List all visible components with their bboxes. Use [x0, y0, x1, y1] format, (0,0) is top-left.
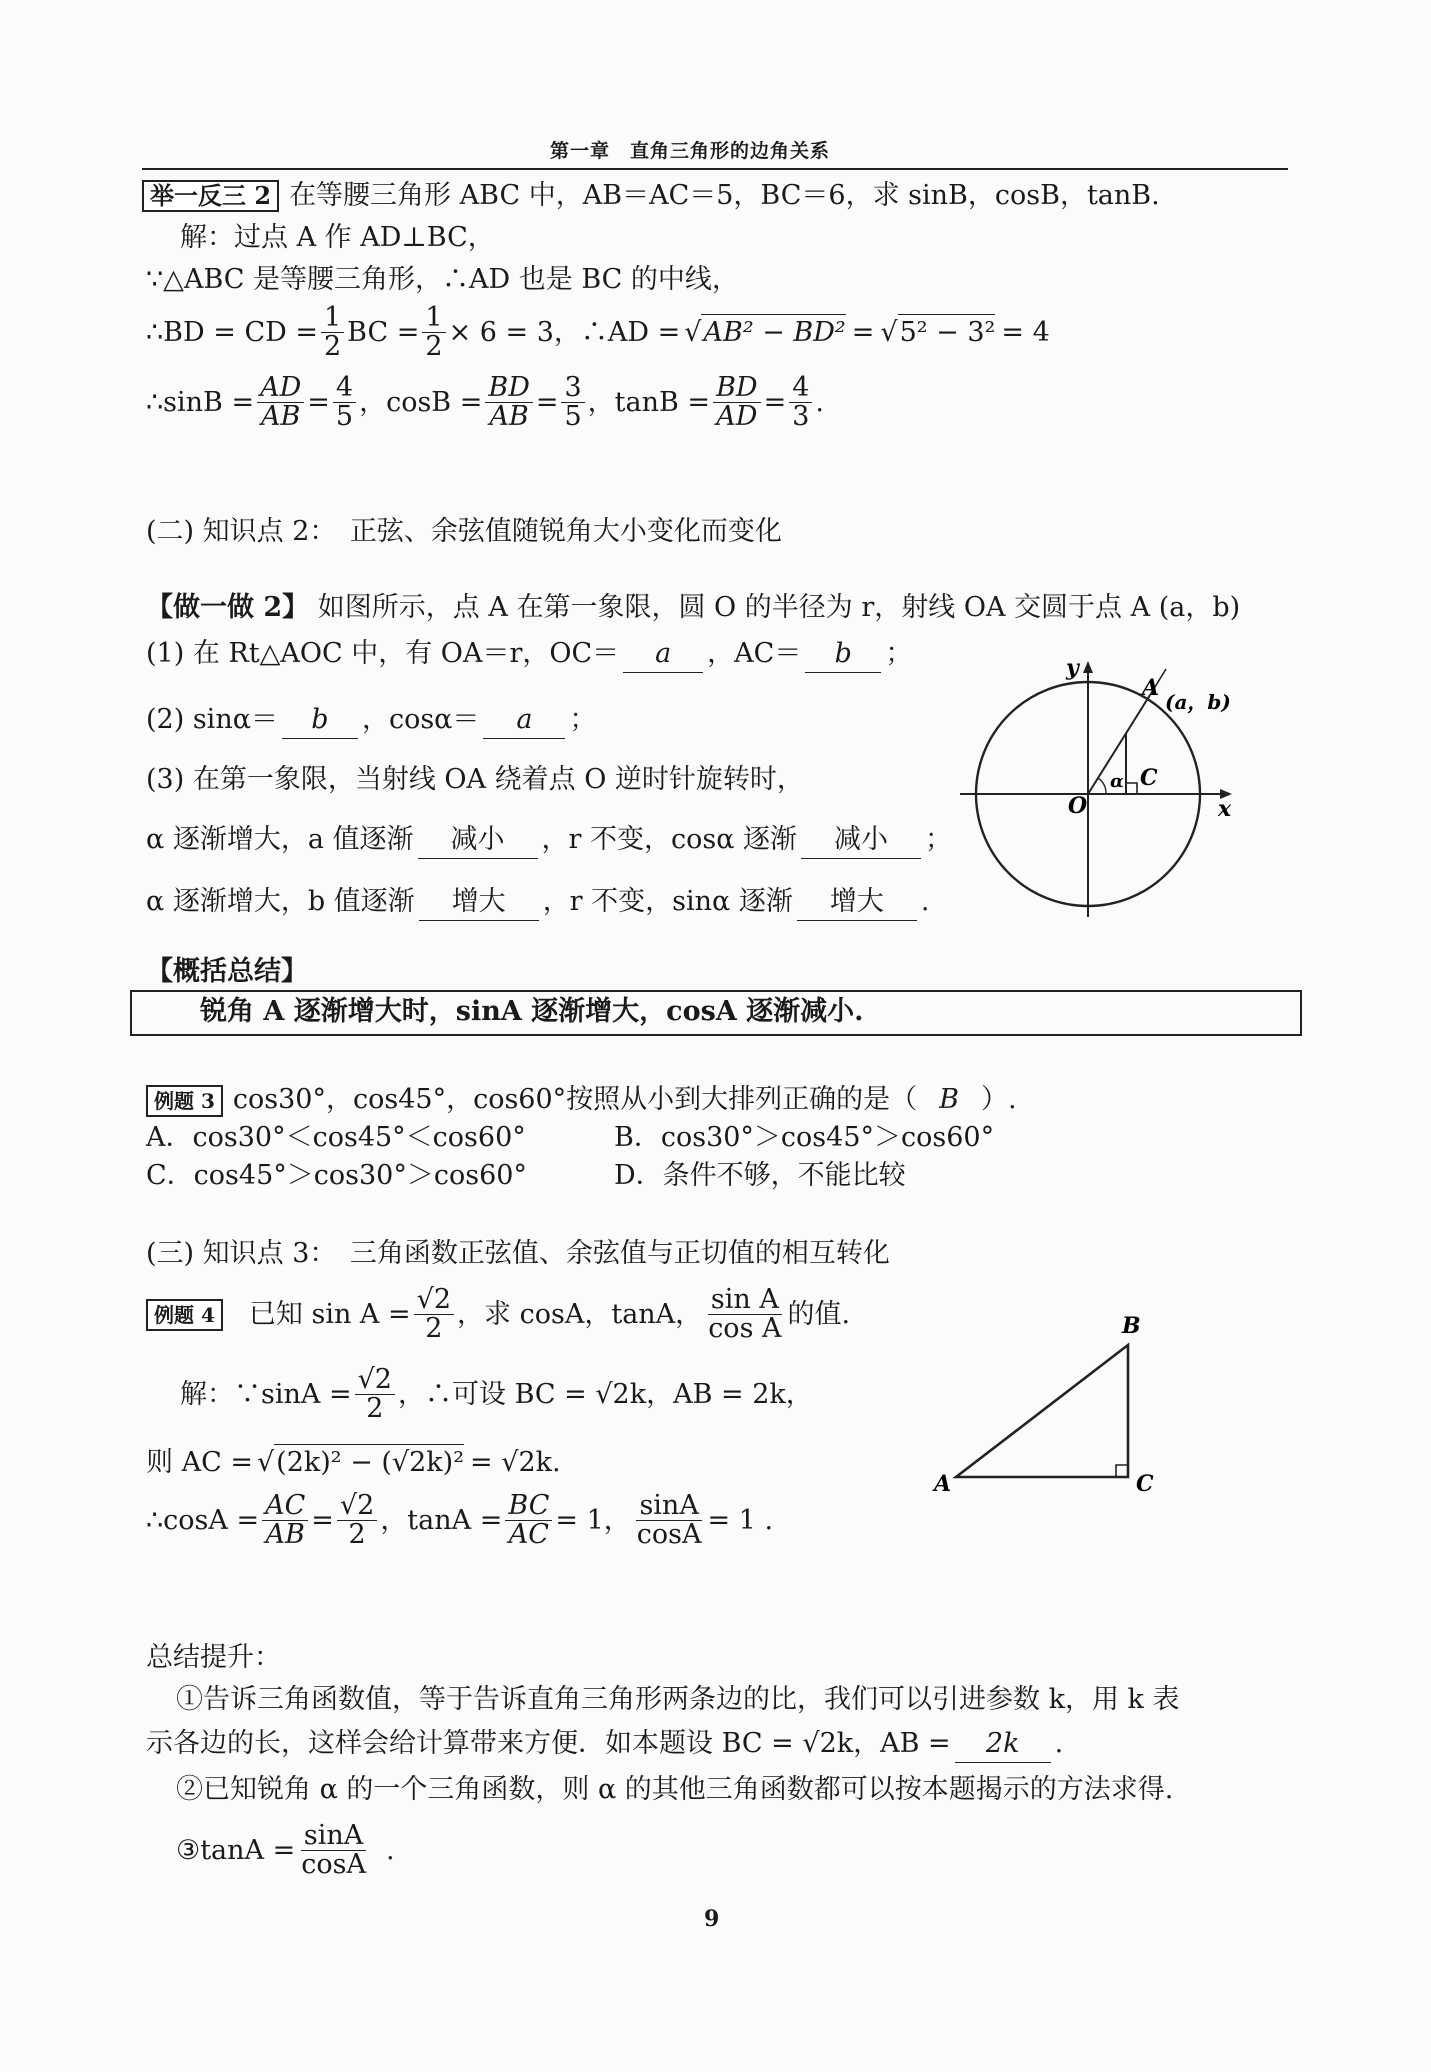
ex3-option-b: B．cos30°＞cos45°＞cos60° [614, 1122, 995, 1153]
conclusion-p3-frac: $\frac{\sin A}{\cos A}$ [301, 1820, 366, 1881]
conclusion-blank: 2k [955, 1726, 1051, 1763]
ex2-l3-sqrt2: 5² − 3² [898, 314, 996, 351]
doit2-intro-line [146, 590, 1240, 626]
ex2-solution-line3: ∴BD = CD = $\frac{1}{2}$ BC = $\frac{1}{2}$ × 6 = 3，∴AD = √ AB² − BD² = √ 5² − 3² = 4 [146, 302, 1050, 363]
doit2-q4-blank1: 减小 [418, 822, 538, 859]
doit2-q1-blank1: a [623, 636, 703, 673]
label-o: O [1068, 793, 1088, 819]
ex3-question-line: 例题 3 cos30°，cos45°，cos60°按照从小到大排列正确的是（ B ）. [146, 1082, 1017, 1118]
ex3-option-a: A．cos30°＜cos45°＜cos60° [146, 1122, 526, 1153]
triangle-right-angle [1116, 1465, 1128, 1477]
ex4-q-frac1: $\frac{√2}{2}$ [414, 1286, 454, 1344]
ex4-solution-line1: 解：∵sinA = $\frac{√2}{2}$ ，∴可设 BC = √2k，AB = 2k， [180, 1364, 813, 1425]
right-angle-mark [1126, 783, 1137, 794]
kp3-title: (三) 知识点 3： 三角函数正弦值、余弦值与正切值的相互转化 [146, 1238, 890, 1269]
tri-label-c: C [1136, 1471, 1154, 1497]
angle-arc [1098, 778, 1106, 794]
doit2-q2-blank2: a [483, 702, 565, 739]
ex4-s3-frac4: $\frac{\sin A}{\cos A}$ [636, 1490, 702, 1551]
ex2-l4-eq3: = [763, 386, 787, 418]
label-c: C [1140, 765, 1158, 791]
summary-title: 【概括总结】 [146, 956, 308, 987]
doit2-q2: (2) sinα＝ b ，cosα＝ a ； [146, 702, 596, 739]
label-y: y [1066, 655, 1079, 681]
ex2-l3-frac2: $\frac{1}{2}$ [422, 304, 445, 362]
label-a: A [1142, 675, 1160, 701]
ex2-solution-line4 [146, 374, 824, 432]
ex2-l4-text-b: ，cosB = [359, 386, 483, 418]
ex4-question-line: 例题 4 已知 sin A = $\frac{√2}{2}$ ，求 cosA，tanA， $\frac{\text{sin A}}{\text{cos A}}$ 的值. [146, 1286, 850, 1344]
ex3-answer: B [939, 1084, 960, 1115]
ex4-s3-frac1: $\frac{AC}{AB}$ [262, 1492, 308, 1550]
ex2-l4-frac4: $\frac{3}{5}$ [561, 374, 584, 432]
doit2-intro: 如图所示，点 A 在第一象限，圆 O 的半径为 r，射线 OA 交圆于点 A (a，b) [317, 592, 1241, 623]
doit2-q5: α 逐渐增大，b 值逐渐 增大 ，r 不变，sinα 逐渐 增大 . [146, 884, 929, 921]
ex2-tag: 举一反三 2 [142, 180, 279, 212]
doit2-q5-blank2: 增大 [797, 884, 917, 921]
chapter-header: 第一章 直角三角形的边角关系 [550, 140, 831, 162]
right-triangle-figure [930, 1305, 1170, 1505]
ex2-l3-text-d: = [851, 316, 875, 348]
ex2-l3-text-e: = 4 [1001, 316, 1050, 348]
ex4-solution-line3: ∴cosA = $\frac{AC}{AB}$ = $\frac{√2}{2}$ ，tanA = $\frac{BC}{AC}$ = 1， $\frac{\sin A}{\cos A}$ = 1 . [146, 1490, 774, 1551]
tri-label-b: B [1122, 1313, 1141, 1339]
ex2-l4-frac6: $\frac{4}{3}$ [789, 374, 812, 432]
ex3-option-c: C．cos45°＞cos30°＞cos60° [146, 1160, 527, 1191]
y-axis-arrow [1083, 661, 1093, 673]
ex2-l4-eq1: = [307, 386, 330, 418]
summary-text: 锐角 A 逐渐增大时，sinA 逐渐增大，cosA 逐渐减小. [200, 996, 864, 1027]
conclusion-p1b: 示各边的长，这样会给计算带来方便．如本题设 BC = √2k，AB = 2k . [146, 1726, 1063, 1763]
conclusion-p2: ②已知锐角 α 的一个三角函数，则 α 的其他三角函数都可以按本题揭示的方法求得. [176, 1774, 1174, 1805]
ex2-l3-text-a: ∴BD = CD = [146, 316, 318, 348]
conclusion-title: 总结提升： [146, 1642, 281, 1673]
ex2-l3-frac1: $\frac{1}{2}$ [321, 304, 344, 362]
ex2-solution-intro: 解：过点 A 作 AD⊥BC， [180, 222, 495, 253]
ex3-tag: 例题 3 [146, 1085, 223, 1117]
ex4-s1-frac: $\frac{√2}{2}$ [355, 1366, 395, 1424]
doit2-q4-blank2: 减小 [801, 822, 921, 859]
ex2-l4-frac2: $\frac{4}{5}$ [333, 374, 356, 432]
label-x: x [1218, 796, 1232, 822]
ex4-q-frac2: $\frac{\text{sin A}}{\text{cos A}}$ [708, 1284, 782, 1345]
ex3-option-d: D．条件不够，不能比较 [614, 1160, 906, 1191]
doit2-q2-blank1: b [282, 702, 358, 739]
doit2-q1-blank2: b [805, 636, 881, 673]
ex4-s2-sqrt: (2k)² − (√2k)² [274, 1444, 464, 1481]
ex2-l4-eq2: = [535, 386, 559, 418]
ex4-solution-line2: 则 AC = √ (2k)² − (√2k)² = √2k. [146, 1444, 561, 1481]
ex2-l3-text-b: BC = [347, 316, 420, 348]
tri-label-a: A [934, 1471, 952, 1497]
ex2-question-line [142, 178, 1160, 214]
conclusion-p1: ①告诉三角函数值，等于告诉直角三角形两条边的比，我们可以引进参数 k，用 k 表 [176, 1684, 1180, 1715]
ex2-l4-text-c: ，tanB = [587, 386, 711, 418]
doit2-q4: α 逐渐增大，a 值逐渐 减小 ，r 不变，cosα 逐渐 减小 ； [146, 822, 952, 859]
unit-circle-figure [950, 655, 1240, 920]
doit2-q5-blank1: 增大 [419, 884, 539, 921]
ex2-l4-end: . [815, 386, 824, 418]
ex2-l3-text-c: × 6 = 3，∴AD = [448, 316, 681, 348]
ex4-s3-frac2: $\frac{√2}{2}$ [337, 1492, 377, 1550]
ex4-tag: 例题 4 [146, 1299, 223, 1331]
label-alpha: α [1110, 771, 1124, 792]
doit2-q1: (1) 在 Rt△AOC 中，有 OA＝r，OC＝ a ，AC＝ b ； [146, 636, 912, 673]
conclusion-p3: ③tanA = $\frac{\sin A}{\cos A}$ . [176, 1820, 395, 1881]
ex2-l4-frac5: $\frac{BD}{AD}$ [713, 374, 761, 432]
ex2-l3-sqrt1: AB² − BD² [701, 314, 845, 351]
ex4-s3-frac3: $\frac{BC}{AC}$ [505, 1492, 552, 1550]
page-number: 9 [704, 1906, 720, 1932]
ex2-l4-frac3: $\frac{BD}{AB}$ [485, 374, 533, 432]
ex2-question: 在等腰三角形 ABC 中，AB＝AC＝5，BC＝6，求 sinB，cosB，tanB. [289, 180, 1160, 211]
doit2-tag: 【做一做 2】 [146, 592, 310, 623]
doit2-q3: (3) 在第一象限，当射线 OA 绕着点 O 逆时针旋转时， [146, 764, 804, 795]
label-coord: (a，b) [1165, 690, 1231, 714]
ex2-l4-text-a: ∴sinB = [146, 386, 255, 418]
ex2-solution-line2: ∵△ABC 是等腰三角形，∴AD 也是 BC 的中线， [146, 264, 739, 295]
ex2-l4-frac1: $\frac{AD}{AB}$ [257, 374, 304, 432]
triangle-abc [956, 1345, 1128, 1477]
header-rule [142, 168, 1288, 170]
kp2-title: (二) 知识点 2： 正弦、余弦值随锐角大小变化而变化 [146, 516, 782, 547]
